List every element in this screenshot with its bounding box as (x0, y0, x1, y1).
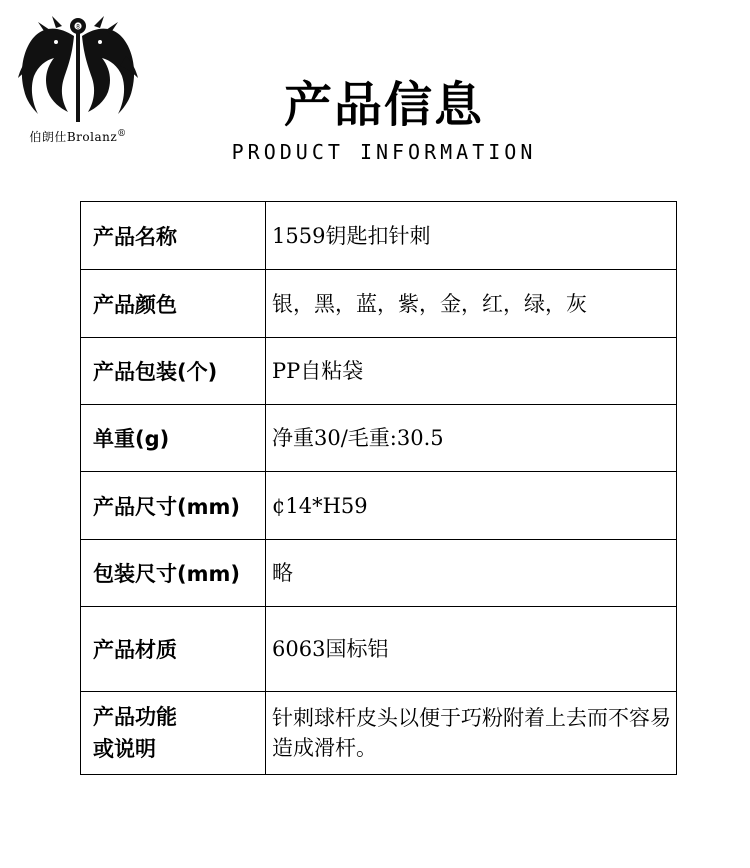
svg-text:8: 8 (76, 23, 80, 31)
table-row (81, 270, 677, 338)
row-value: ¢14*H59 (266, 472, 677, 540)
table-row (81, 607, 677, 692)
brand-name: 伯朗仕Brolanz (29, 130, 118, 144)
row-value: 净重30/毛重:30.5 (266, 405, 677, 472)
product-info-table (80, 201, 677, 775)
table-row (81, 692, 677, 775)
row-label: 单重(g) (81, 405, 266, 472)
page-title: 产品信息 (283, 77, 484, 133)
row-label: 产品材质 (81, 607, 266, 692)
row-label: 产品颜色 (81, 270, 266, 338)
row-value: PP自粘袋 (266, 338, 677, 405)
row-value: 针刺球杆皮头以便于巧粉附着上去而不容易造成滑杆。 (266, 692, 677, 775)
table-row (81, 405, 677, 472)
row-label: 产品尺寸(mm) (81, 472, 266, 540)
row-value: 6063国标铝 (266, 607, 677, 692)
table-row (81, 338, 677, 405)
table-row (81, 472, 677, 540)
page-subtitle: PRODUCT INFORMATION (231, 140, 537, 164)
row-label: 产品名称 (81, 202, 266, 270)
row-value: 1559钥匙扣针刺 (266, 202, 677, 270)
table-row (81, 202, 677, 270)
registered-mark: ® (117, 129, 127, 139)
row-label: 产品包装(个) (81, 338, 266, 405)
row-label: 包装尺寸(mm) (81, 540, 266, 607)
table-row (81, 540, 677, 607)
row-label: 产品功能或说明 (81, 692, 266, 775)
row-value: 略 (266, 540, 677, 607)
row-value: 银，黑，蓝，紫，金，红，绿，灰 (266, 270, 677, 338)
